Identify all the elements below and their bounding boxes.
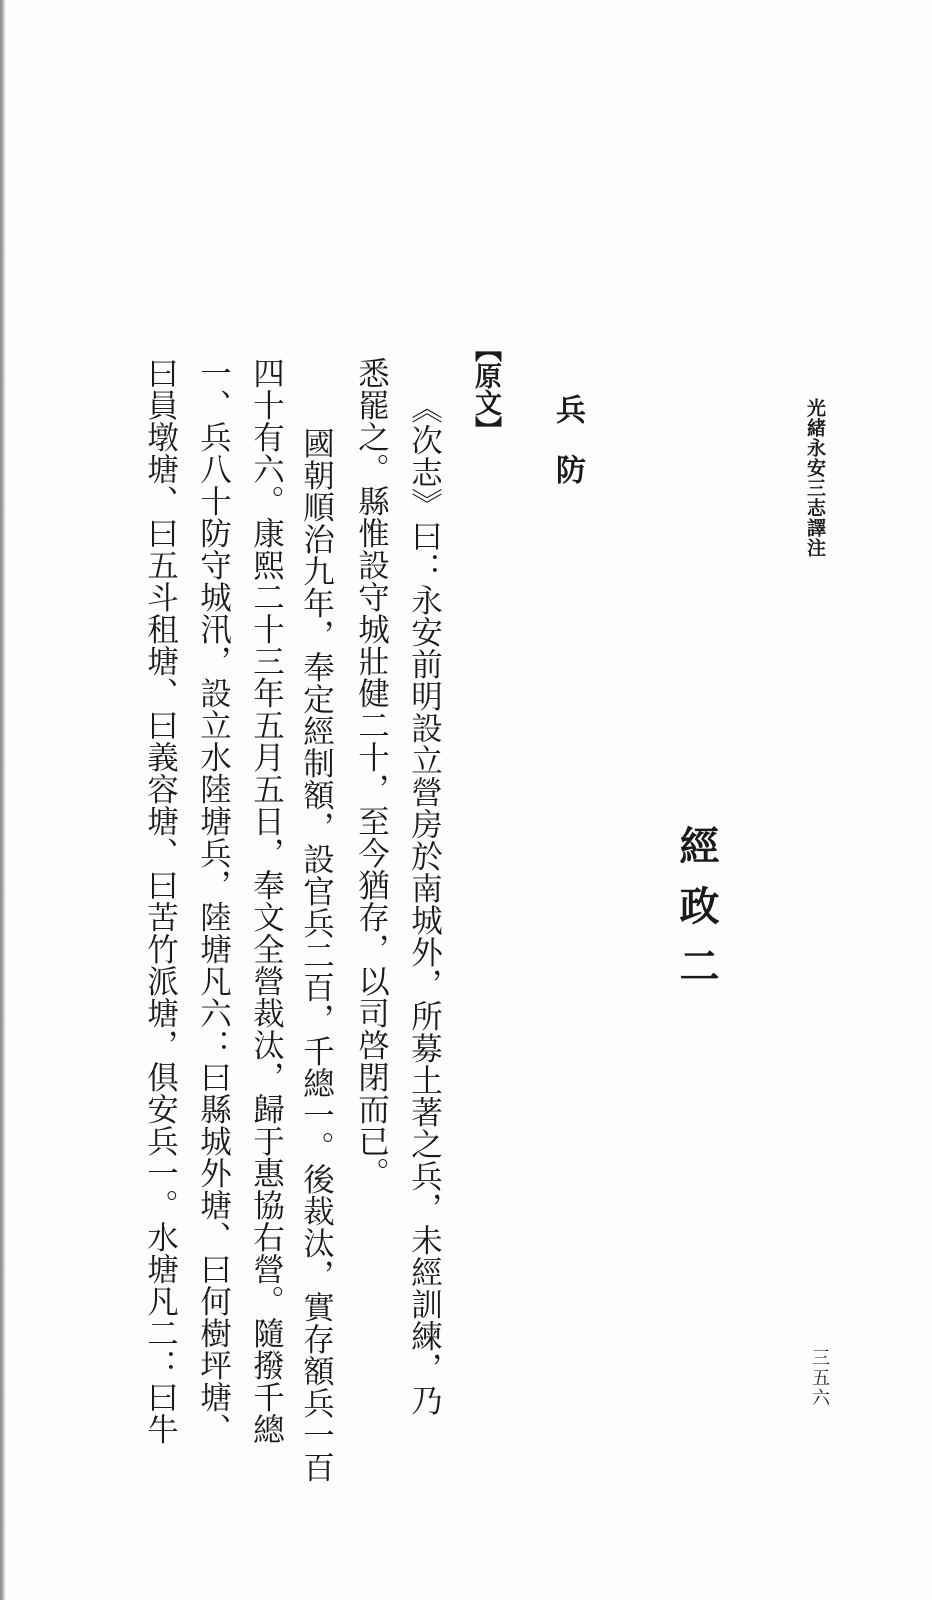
section-title: 兵防 <box>550 394 585 514</box>
page-number: 三五六 <box>809 1348 830 1408</box>
original-text-label: 【原文】 <box>470 335 501 443</box>
text-column-2: 悉罷之。縣惟設守城壯健二十，至今猶存，以司啓閉而已。 <box>353 357 390 1189</box>
text-column-1: 《次志》曰：永安前明設立營房於南城外，所募土著之兵，未經訓練，乃 <box>406 392 443 1416</box>
running-head-title: 光緒永安三志譯注 <box>804 398 826 558</box>
chapter-title: 經政二 <box>673 825 720 1005</box>
text-column-5: 一、兵八十防守城汛，設立水陸塘兵，陸塘凡六：曰縣城外塘、曰何樹坪塘、 <box>195 357 232 1445</box>
text-column-3: 國朝順治九年，奉定經制額，設官兵二百，千總一。後裁汰，實存額兵一百 <box>298 427 335 1483</box>
text-column-4: 四十有六。康熙二十三年五月五日，奉文全營裁汰，歸于惠協右營。隨撥千總 <box>248 357 285 1445</box>
text-column-6: 曰員墩塘、曰五斗租塘、曰義容塘、曰苦竹派塘，俱安兵一。水塘凡二：曰牛 <box>142 357 179 1445</box>
scan-edge-shadow <box>0 0 6 1600</box>
